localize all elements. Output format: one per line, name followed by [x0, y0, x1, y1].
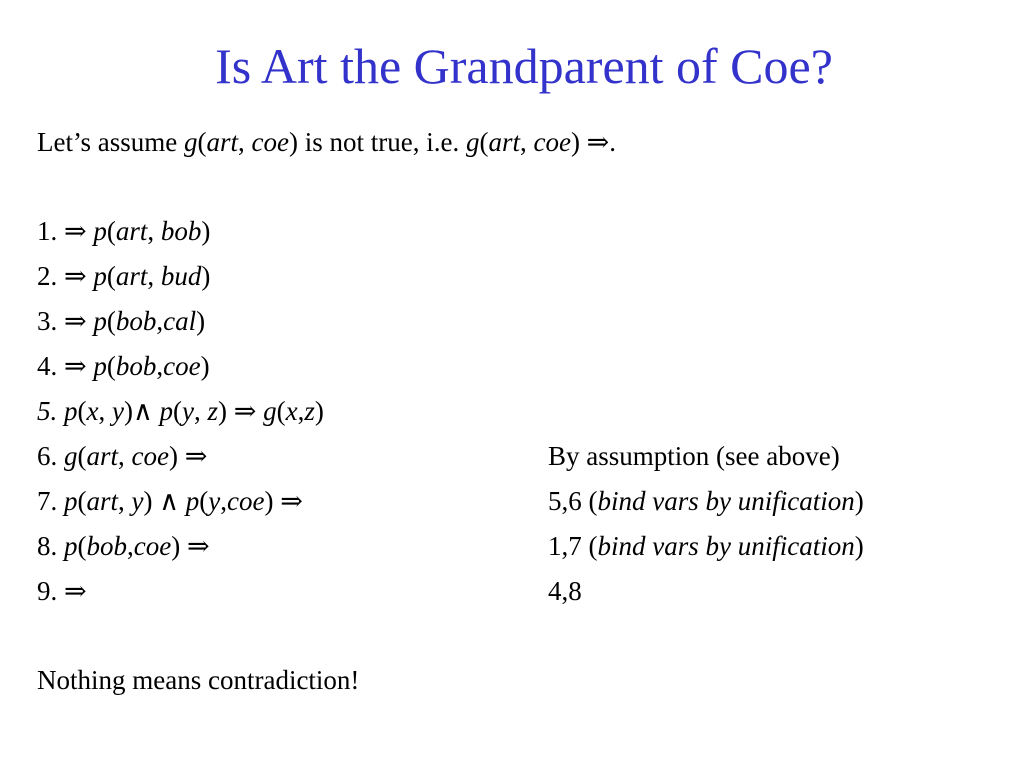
step-open-2: ( [199, 486, 209, 516]
intro-paren-1: ( [197, 127, 207, 157]
fact-arg-1: art [115, 216, 148, 246]
fact-open-paren: ( [106, 216, 116, 246]
fact-prefix: 4. ⇒ [37, 351, 94, 381]
rule-close-3: ) [314, 396, 324, 426]
rule-open-2: ( [172, 396, 182, 426]
step-open: ( [77, 531, 87, 561]
fact-separator: , [147, 261, 161, 291]
fact-arg-2: bob [160, 216, 202, 246]
rule-close-1: )∧ [123, 396, 160, 426]
fact-close-paren: ) [196, 306, 206, 336]
justification-8 [548, 529, 864, 563]
step-number: 7. [37, 486, 64, 516]
intro-paren-2: ) [288, 127, 298, 157]
step-arg-art: art [86, 486, 119, 516]
intro-line [37, 125, 616, 159]
fact-predicate: p [93, 261, 107, 291]
fact-arg-2: bud [160, 261, 202, 291]
step-sep-2: , [220, 486, 227, 516]
fact-close-paren: ) [200, 351, 210, 381]
step-close: ) ⇒ [171, 531, 210, 561]
fact-prefix: 3. ⇒ [37, 306, 94, 336]
fact-close-paren: ) [201, 261, 211, 291]
fact-separator: , [147, 216, 161, 246]
rule-line-5 [37, 394, 324, 428]
justification-7-pre: 5,6 ( [548, 486, 598, 516]
fact-predicate: p [93, 306, 107, 336]
fact-line-4 [37, 349, 210, 383]
rule-number: 5. [37, 396, 64, 426]
step-close-1: ) ∧ [143, 486, 186, 516]
fact-predicate: p [93, 351, 107, 381]
step-p: p [64, 531, 78, 561]
step-p-2: p [185, 486, 200, 516]
intro-text-2: is not true, i.e. [297, 127, 466, 157]
step-arg-2: coe [133, 531, 172, 561]
step-arg-coe: coe [227, 486, 265, 516]
fact-predicate: p [93, 216, 107, 246]
step-sep-1: , [118, 486, 132, 516]
intro-art-2: art [488, 127, 520, 157]
justification-9: 4,8 [548, 576, 582, 606]
rule-z-2: z [207, 396, 218, 426]
slide-title: Is Art the Grandparent of Coe? [215, 38, 833, 94]
fact-arg-2: coe [163, 351, 201, 381]
rule-p-2: p [159, 396, 173, 426]
step-line-7 [37, 484, 303, 518]
fact-line-3 [37, 304, 205, 338]
step-arg-1: bob [86, 531, 127, 561]
step-number: 8. [37, 531, 64, 561]
step-open-1: ( [77, 486, 87, 516]
step-arg-1: art [86, 441, 119, 471]
intro-art-1: art [206, 127, 238, 157]
step-number: 6. [37, 441, 64, 471]
fact-separator: , [156, 306, 164, 336]
fact-prefix: 1. ⇒ [37, 216, 94, 246]
fact-close-paren: ) [201, 216, 211, 246]
justification-6: By assumption (see above) [548, 441, 840, 471]
intro-comma-2: , [519, 127, 534, 157]
justification-7 [548, 484, 864, 518]
justification-8-pre: 1,7 ( [548, 531, 598, 561]
intro-paren-4: ) ⇒. [570, 127, 617, 157]
step-sep: , [118, 441, 132, 471]
rule-y-1: y [111, 396, 124, 426]
rule-y-2: y [181, 396, 194, 426]
rule-sep-1: , [98, 396, 112, 426]
intro-coe-1: coe [251, 127, 289, 157]
step-open: ( [77, 441, 87, 471]
rule-sep-2: , [193, 396, 208, 426]
conclusion-text: Nothing means contradiction! [37, 665, 360, 695]
rule-x-3: x [285, 396, 298, 426]
rule-open-3: ( [276, 396, 286, 426]
intro-coe-2: coe [533, 127, 571, 157]
fact-arg-1: bob [115, 306, 157, 336]
rule-open-1: ( [77, 396, 87, 426]
step-sep: , [127, 531, 134, 561]
fact-arg-1: art [115, 261, 148, 291]
rule-close-2: ) ⇒ [217, 396, 264, 426]
step-close: ) ⇒ [168, 441, 208, 471]
intro-text-1: Let’s assume [37, 127, 184, 157]
fact-open-paren: ( [106, 306, 116, 336]
step-arg-2: coe [131, 441, 169, 471]
step-arg-y-1: y [131, 486, 144, 516]
step-line-8 [37, 529, 210, 563]
step-g: g [64, 441, 78, 471]
step-close-2: ) ⇒ [264, 486, 303, 516]
step-p-1: p [64, 486, 78, 516]
fact-arg-2: cal [163, 306, 197, 336]
intro-paren-3: ( [479, 127, 489, 157]
fact-separator: , [156, 351, 164, 381]
justification-7-italic: bind vars by unification [597, 486, 855, 516]
intro-g: g [183, 127, 198, 157]
fact-open-paren: ( [106, 351, 116, 381]
rule-g: g [263, 396, 277, 426]
fact-line-2 [37, 259, 210, 293]
rule-z-3: z [304, 396, 315, 426]
step-arg-y-2: y [208, 486, 221, 516]
fact-open-paren: ( [106, 261, 116, 291]
step-line-6 [37, 439, 207, 473]
rule-p-1: p [64, 396, 78, 426]
justification-7-post: ) [854, 486, 864, 516]
justification-8-post: ) [854, 531, 864, 561]
justification-8-italic: bind vars by unification [597, 531, 855, 561]
intro-comma-1: , [238, 127, 252, 157]
fact-prefix: 2. ⇒ [37, 261, 94, 291]
fact-arg-1: bob [115, 351, 157, 381]
rule-x-1: x [86, 396, 99, 426]
rule-sep-3: , [297, 396, 305, 426]
fact-line-1 [37, 214, 210, 248]
step-line-9: 9. ⇒ [37, 576, 87, 606]
intro-g-2: g [465, 127, 480, 157]
